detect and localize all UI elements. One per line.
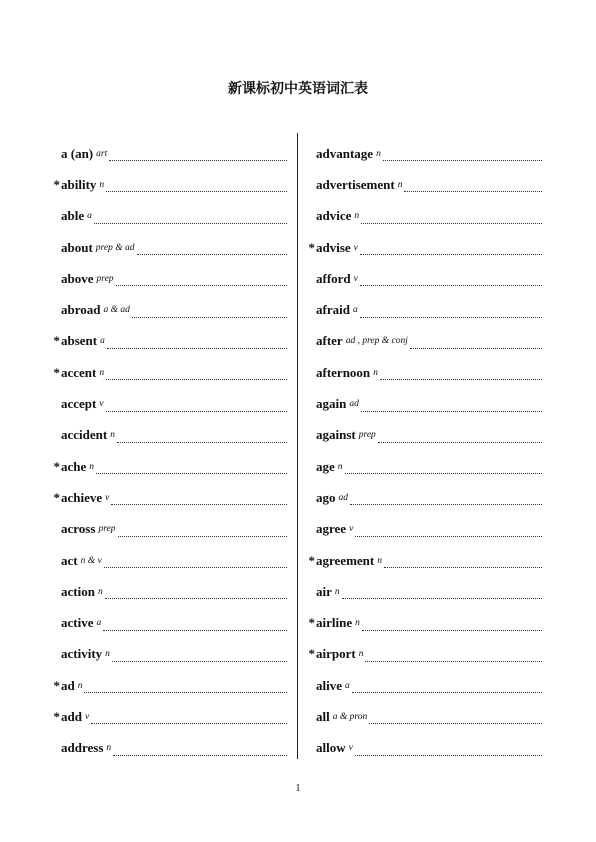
column-divider (297, 133, 298, 759)
vocab-entry (51, 482, 287, 513)
vocab-entry (51, 670, 287, 701)
entry-fill-line (352, 682, 542, 693)
vocab-entry (306, 138, 542, 169)
entry-part-of-speech: a (96, 618, 102, 629)
entry-part-of-speech: v (353, 242, 358, 253)
vocab-entry (51, 326, 287, 357)
entry-star-marker: * (308, 552, 315, 568)
entry-fill-line (361, 213, 542, 224)
vocab-entry (306, 201, 542, 232)
entry-fill-line (355, 745, 542, 756)
page-title: 新课标初中英语词汇表 (228, 81, 368, 97)
entry-fill-line (107, 338, 287, 349)
entry-word: able (61, 208, 85, 224)
entry-part-of-speech: n (77, 680, 83, 691)
entry-part-of-speech: n & v (80, 555, 102, 566)
entry-part-of-speech: ad (338, 492, 348, 503)
entry-fill-line (104, 557, 287, 568)
right-word-column (306, 138, 542, 764)
entry-word: air (316, 583, 332, 599)
entry-fill-line (109, 150, 287, 161)
entry-star-marker: * (53, 489, 60, 505)
entry-part-of-speech: v (353, 273, 358, 284)
entry-word: agree (316, 521, 347, 537)
vocab-entry (51, 576, 287, 607)
entry-part-of-speech: n (99, 367, 105, 378)
vocab-entry (306, 326, 542, 357)
entry-part-of-speech: a (345, 680, 350, 691)
entry-word: ache (61, 458, 87, 474)
entry-word: accident (61, 427, 108, 443)
entry-fill-line (369, 713, 542, 724)
left-word-column (51, 138, 287, 764)
vocab-entry (306, 388, 542, 419)
entry-part-of-speech: n (377, 555, 382, 566)
entry-fill-line (361, 401, 542, 412)
entry-fill-line (94, 213, 287, 224)
entry-part-of-speech: a (87, 211, 92, 222)
entry-fill-line (410, 338, 542, 349)
entry-part-of-speech: v (349, 524, 354, 535)
entry-star-marker: * (308, 646, 315, 662)
entry-fill-line (380, 369, 542, 380)
entry-fill-line (132, 307, 287, 318)
entry-word: about (61, 239, 93, 255)
entry-fill-line (404, 181, 542, 192)
entry-part-of-speech: a & pron (332, 711, 368, 722)
entry-part-of-speech: prep & ad (95, 242, 135, 253)
vocab-entry (51, 138, 287, 169)
entry-fill-line (112, 651, 287, 662)
vocab-entry (51, 701, 287, 732)
vocab-entry (306, 169, 542, 200)
entry-word: accept (61, 396, 97, 412)
entry-word: above (61, 270, 94, 286)
entry-part-of-speech: art (96, 148, 108, 159)
entry-part-of-speech: n (373, 367, 378, 378)
entry-fill-line (355, 526, 542, 537)
entry-star-marker: * (53, 458, 60, 474)
entry-word: activity (61, 646, 103, 662)
entry-word: add (61, 708, 82, 724)
vocab-entry (306, 701, 542, 732)
entry-part-of-speech: a (352, 305, 358, 316)
entry-word: ability (61, 176, 97, 192)
entry-fill-line (345, 463, 542, 474)
entry-part-of-speech: a (100, 336, 105, 347)
entry-fill-line (362, 620, 542, 631)
entry-word: action (61, 583, 95, 599)
entry-fill-line (350, 494, 542, 505)
entry-fill-line (105, 588, 287, 599)
entry-word: airport (316, 646, 356, 662)
entry-fill-line (96, 463, 287, 474)
entry-part-of-speech: prep (98, 524, 116, 535)
vocab-entry (51, 451, 287, 482)
entry-word: agreement (316, 552, 375, 568)
entry-fill-line (117, 432, 287, 443)
entry-part-of-speech: ad (349, 399, 359, 410)
entry-word: address (61, 740, 104, 756)
vocab-entry (306, 607, 542, 638)
entry-part-of-speech: n (397, 179, 403, 190)
entry-part-of-speech: n (354, 211, 360, 222)
vocab-entry (51, 263, 287, 294)
entry-part-of-speech: v (348, 743, 353, 754)
entry-part-of-speech: v (105, 492, 110, 503)
entry-star-marker: * (53, 176, 60, 192)
entry-word: alive (316, 677, 342, 693)
entry-part-of-speech: n (358, 649, 364, 660)
entry-word: advise (316, 239, 351, 255)
vocab-entry (51, 733, 287, 764)
entry-fill-line (113, 745, 287, 756)
vocab-entry (306, 576, 542, 607)
entry-word: afternoon (316, 364, 371, 380)
entry-word: age (316, 458, 335, 474)
entry-word: absent (61, 333, 98, 349)
entry-part-of-speech: v (84, 711, 90, 722)
vocab-entry (306, 639, 542, 670)
entry-star-marker: * (53, 364, 60, 380)
entry-fill-line (116, 275, 287, 286)
vocab-entry (51, 294, 287, 325)
vocab-entry (306, 670, 542, 701)
entry-fill-line (137, 244, 288, 255)
entry-star-marker: * (53, 333, 60, 349)
entry-part-of-speech: prep (358, 430, 376, 441)
vocab-entry (51, 639, 287, 670)
vocab-entry (306, 232, 542, 263)
vocab-entry (306, 733, 542, 764)
entry-word: afraid (316, 302, 350, 318)
vocab-entry (51, 545, 287, 576)
entry-star-marker: * (308, 239, 315, 255)
entry-part-of-speech: n (99, 179, 105, 190)
entry-part-of-speech: ad , prep & conj (345, 336, 408, 347)
entry-part-of-speech: v (99, 399, 104, 410)
entry-fill-line (360, 307, 542, 318)
entry-fill-line (384, 557, 542, 568)
vocab-entry (306, 420, 542, 451)
entry-word: after (316, 333, 343, 349)
entry-word: abroad (61, 302, 101, 318)
entry-fill-line (342, 588, 542, 599)
entry-part-of-speech: prep (96, 273, 114, 284)
vocab-entry (51, 357, 287, 388)
entry-fill-line (103, 620, 287, 631)
entry-star-marker: * (53, 708, 60, 724)
entry-part-of-speech: n (334, 586, 340, 597)
entry-part-of-speech: n (106, 743, 112, 754)
vocab-entry (306, 294, 542, 325)
entry-word: accent (61, 364, 97, 380)
entry-fill-line (91, 713, 287, 724)
entry-part-of-speech: n (337, 461, 343, 472)
entry-word: advantage (316, 145, 374, 161)
entry-fill-line (84, 682, 287, 693)
entry-word: active (61, 615, 94, 631)
entry-fill-line (378, 432, 542, 443)
vocab-entry (306, 545, 542, 576)
vocab-entry (306, 514, 542, 545)
entry-fill-line (106, 181, 287, 192)
entry-word: across (61, 521, 96, 537)
entry-fill-line (365, 651, 542, 662)
vocab-entry (306, 357, 542, 388)
entry-star-marker: * (308, 615, 315, 631)
entry-fill-line (383, 150, 542, 161)
entry-word: achieve (61, 489, 103, 505)
entry-word: advertisement (316, 176, 395, 192)
entry-word: all (316, 708, 330, 724)
entry-fill-line (360, 275, 542, 286)
entry-fill-line (106, 369, 287, 380)
vocab-entry (306, 482, 542, 513)
entry-star-marker: * (53, 677, 60, 693)
vocab-entry (51, 514, 287, 545)
vocab-entry (51, 201, 287, 232)
vocab-entry (306, 263, 542, 294)
entry-word: a (an) (61, 145, 94, 161)
vocab-entry (51, 607, 287, 638)
entry-part-of-speech: a & ad (103, 305, 130, 316)
page-number: 1 (295, 783, 301, 794)
entry-part-of-speech: n (105, 649, 110, 660)
vocab-entry (51, 232, 287, 263)
entry-part-of-speech: n (376, 148, 381, 159)
entry-part-of-speech: n (89, 461, 95, 472)
vocab-entry (306, 451, 542, 482)
entry-word: again (316, 396, 347, 412)
entry-word: ago (316, 489, 336, 505)
vocab-entry (51, 420, 287, 451)
entry-fill-line (360, 244, 542, 255)
entry-fill-line (106, 401, 287, 412)
entry-word: ad (61, 677, 75, 693)
entry-fill-line (118, 526, 288, 537)
entry-word: against (316, 427, 356, 443)
vocab-entry (51, 169, 287, 200)
entry-word: allow (316, 740, 346, 756)
entry-part-of-speech: n (97, 586, 103, 597)
entry-fill-line (111, 494, 287, 505)
entry-part-of-speech: n (110, 430, 115, 441)
entry-word: airline (316, 615, 353, 631)
vocab-entry (51, 388, 287, 419)
entry-word: afford (316, 270, 351, 286)
entry-word: act (61, 552, 78, 568)
entry-word: advice (316, 208, 352, 224)
entry-part-of-speech: n (355, 618, 360, 629)
